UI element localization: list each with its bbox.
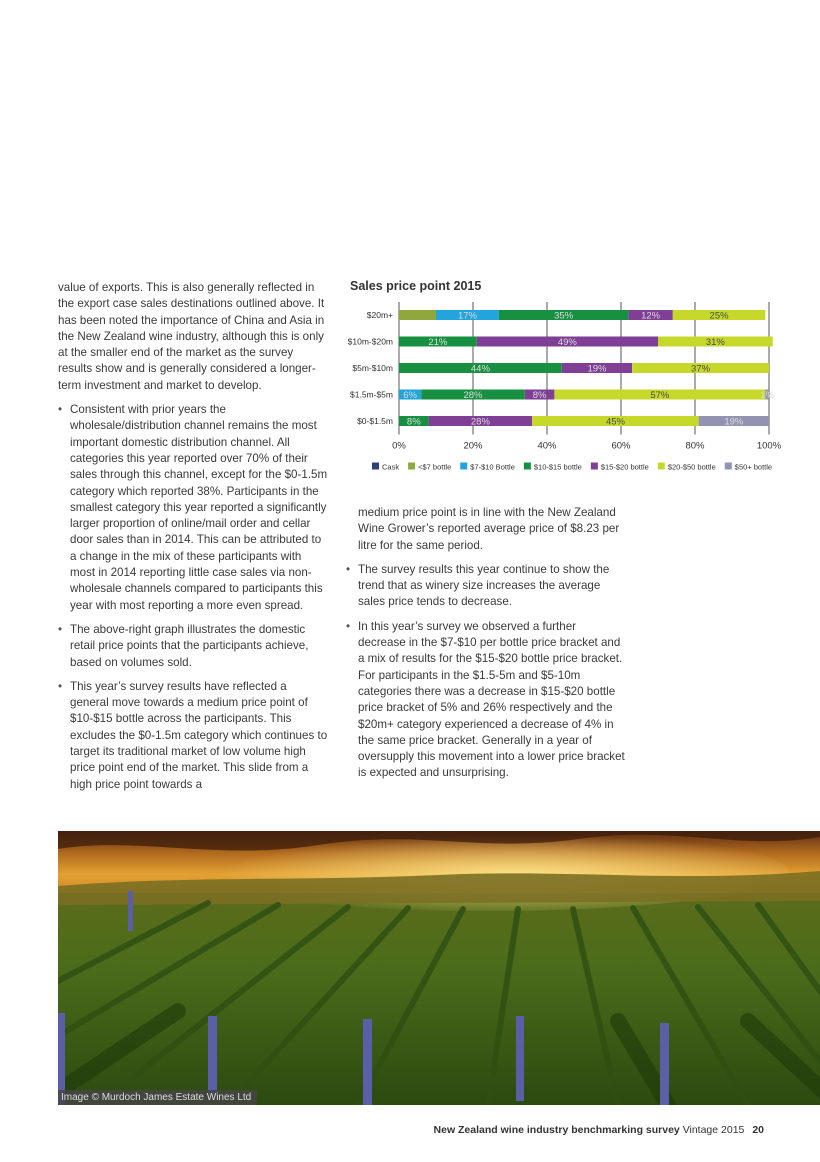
footer-title: New Zealand wine industry benchmarking survey <box>433 1124 680 1136</box>
legend-swatch <box>460 463 467 470</box>
data-label: 19% <box>724 416 744 428</box>
y-category-label: $1.5m-$5m <box>350 389 393 400</box>
x-tick-label: 40% <box>537 440 557 452</box>
y-category-label: $20m+ <box>366 310 393 320</box>
x-tick-label: 60% <box>611 440 631 452</box>
footer-subtitle: Vintage 2015 <box>682 1124 745 1136</box>
left-bullet-list <box>58 402 328 793</box>
legend-swatch <box>658 463 665 470</box>
y-category-label: $5m-$10m <box>352 363 393 373</box>
page-number: 20 <box>752 1124 764 1136</box>
legend-label: Cask <box>382 462 400 472</box>
y-category-label: $10m-$20m <box>347 336 393 347</box>
x-tick-label: 100% <box>756 440 782 452</box>
legend-swatch <box>408 463 415 470</box>
data-label: 12% <box>641 310 661 322</box>
data-label: 31% <box>705 336 725 348</box>
legend-label: $20-$50 bottle <box>667 462 716 472</box>
photo-credit: Image © Murdoch James Estate Wines Ltd <box>58 1090 257 1105</box>
legend-label: $7-$10 Bottle <box>470 462 515 472</box>
vineyard-image <box>58 831 820 1105</box>
legend-label: $50+ bottle <box>734 462 773 472</box>
right-text-column <box>346 505 626 790</box>
data-label: 37% <box>691 363 711 375</box>
data-label: 19% <box>587 363 607 375</box>
data-label: 57% <box>650 389 670 401</box>
x-tick-label: 0% <box>392 440 406 452</box>
data-label: 8% <box>532 389 547 401</box>
data-label: 21% <box>428 336 448 348</box>
x-tick-label: 80% <box>685 440 705 452</box>
bullet-item: • This year’s survey results have reflected a general move towards a medium price point of $10-$15 bottle across the participants. This excludes the $0-1.5m category which continues to target its traditional market of low volume high price point end of the market. This slide from a high price point towards a <box>58 679 328 793</box>
legend-label: $10-$15 bottle <box>533 462 582 472</box>
data-label: 28% <box>470 416 490 428</box>
bullet-item: • The above-right graph illustrates the domestic retail price points that the participants achieve, based on volumes sold. <box>58 622 328 671</box>
legend-label: $15-$20 bottle <box>600 462 649 472</box>
bullet-item: • In this year’s survey we observed a further decrease in the $7-$10 per bottle price bracket and a mix of results for the $15-$20 bottle price bracket. For participants in the $1.5-5m and $5-10m categories there was a decrease in $15-$20 bottle price bracket of 5% and 26% respectively and the $20m+ category experienced a decrease of 4% in the same price bracket. Generally in a year of oversupply this movement into a lower price bracket is expected and unsurprising. <box>346 619 626 782</box>
x-tick-label: 20% <box>463 440 483 452</box>
paragraph-intro: value of exports. This is also generally reflected in the export case sales destinations outlined above. It has been noted the importance of China and Asia in the New Zealand wine industry, although this is only at the smaller end of the market as the survey results show and is generally considered a longer-term investment and market to develop. <box>58 281 325 392</box>
data-label: 25% <box>709 310 729 322</box>
y-category-label: $0-$1.5m <box>357 416 393 426</box>
legend-label: <$7 bottle <box>418 462 452 472</box>
data-label: 17% <box>457 310 477 322</box>
page-footer <box>434 1124 764 1136</box>
vineyard-photo <box>58 831 820 1105</box>
data-label: 28% <box>463 389 483 401</box>
chart-title: Sales price point 2015 <box>350 279 482 293</box>
left-text-column <box>58 280 328 801</box>
legend-swatch <box>372 463 379 470</box>
bullet-item: • Consistent with prior years the wholesale/distribution channel remains the most important domestic distribution channel. All categories this year reported over 70% of their sales through this channel, except for the $0-1.5m category which reported 38%. Participants in the smallest category this year reported a significantly larger proportion of online/mail order and cellar door sales than in 2014. This can be attributed to a change in the mix of these participants with most in 2014 reporting little case sales via non-wholesale channels compared to participants this year with most reporting a more even spread. <box>58 402 328 614</box>
right-bullet-list <box>346 562 626 782</box>
data-label: 6% <box>403 389 417 401</box>
paragraph-continuation: medium price point is in line with the New Zealand Wine Grower’s reported average price of $8.23 per litre for the same period. <box>358 506 620 552</box>
legend-swatch <box>591 463 598 470</box>
bullet-item: • The survey results this year continue to show the trend that as winery size increases the average sales price tends to decrease. <box>346 562 626 611</box>
data-label: 45% <box>605 416 625 428</box>
data-label: 8% <box>406 416 421 428</box>
data-label: 49% <box>557 336 577 348</box>
legend-swatch <box>725 463 732 470</box>
sales-price-point-chart <box>340 298 790 488</box>
legend-swatch <box>524 463 531 470</box>
data-label: 44% <box>470 363 490 375</box>
bar-segment <box>399 310 436 320</box>
data-label: 1% <box>760 389 775 401</box>
data-label: 35% <box>554 310 574 322</box>
